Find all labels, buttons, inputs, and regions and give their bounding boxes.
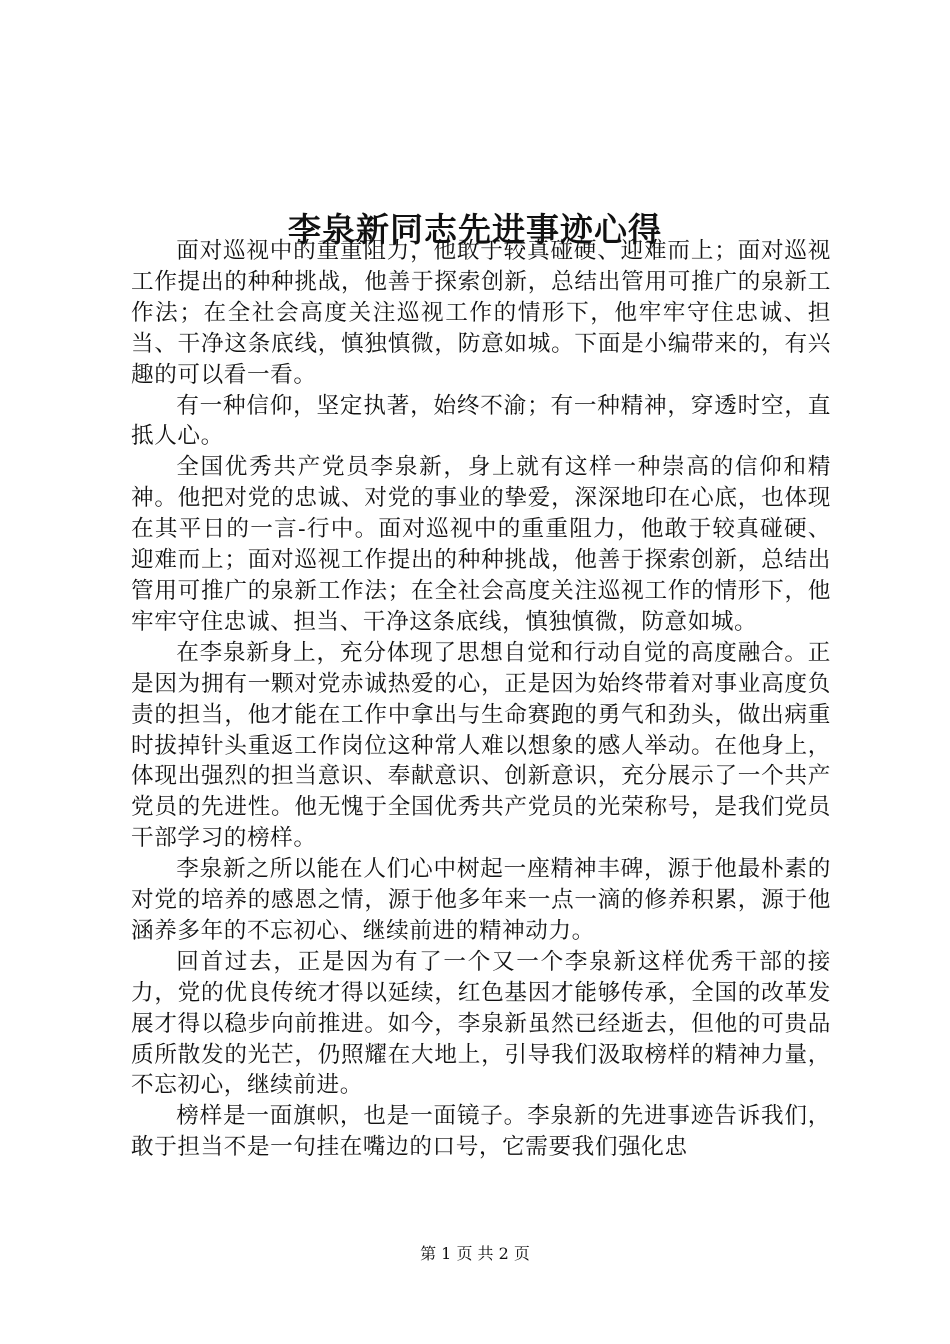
page-title: 李泉新同志先进事迹心得 [288,210,662,250]
paragraph: 有一种信仰，坚定执著，始终不渝；有一种精神，穿透时空，直抵人心。 [131,392,831,450]
paragraph: 全国优秀共产党员李泉新，身上就有这样一种崇高的信仰和精神。他把对党的忠诚、对党的事业的挚爱，深深地印在心底，也体现在其平日的一言-行中。面对巡视中的重重阻力，他敢于较真碰硬、迎难而上；面对巡视工作提出的种种挑战，他善于探索创新，总结出管用可推广的泉新工作法；在全社会高度关注巡视工作的情形下，他牢牢守住忠诚、担当、干净这条底线，慎独慎微，防意如城。 [131,454,831,635]
paragraph: 面对巡视中的重重阻力，他敢于较真碰硬、迎难而上；面对巡视工作提出的种种挑战，他善于探索创新，总结出管用可推广的泉新工作法；在全社会高度关注巡视工作的情形下，他牢牢守住忠诚、担当、干净这条底线，慎独慎微，防意如城。下面是小编带来的，有兴趣的可以看一看。 [131,238,831,388]
paragraph: 回首过去，正是因为有了一个又一个李泉新这样优秀干部的接力，党的优良传统才得以延续，红色基因才能够传承，全国的改革发展才得以稳步向前推进。如今，李泉新虽然已经逝去，但他的可贵品质所散发的光芒，仍照耀在大地上，引导我们汲取榜样的精神力量，不忘初心，继续前进。 [131,948,831,1099]
paragraph: 李泉新之所以能在人们心中树起一座精神丰碑，源于他最朴素的对党的培养的感恩之情，源于他多年来一点一滴的修养积累，源于他涵养多年的不忘初心、继续前进的精神动力。 [131,856,831,944]
paragraph: 榜样是一面旗帜，也是一面镜子。李泉新的先进事迹告诉我们，敢于担当不是一句挂在嘴边的口号，它需要我们强化忠 [131,1103,831,1161]
document-body [131,236,831,1163]
page-number-footer: 第 1 页 共 2 页 [420,1244,530,1263]
paragraph: 在李泉新身上，充分体现了思想自觉和行动自觉的高度融合。正是因为拥有一颗对党赤诚热爱的心，正是因为始终带着对事业高度负责的担当，他才能在工作中拿出与生命赛跑的勇气和劲头，做出病重时拔掉针头重返工作岗位这种常人难以想象的感人举动。在他身上，体现出强烈的担当意识、奉献意识、创新意识，充分展示了一个共产党员的先进性。他无愧于全国优秀共产党员的光荣称号，是我们党员干部学习的榜样。 [131,639,831,852]
